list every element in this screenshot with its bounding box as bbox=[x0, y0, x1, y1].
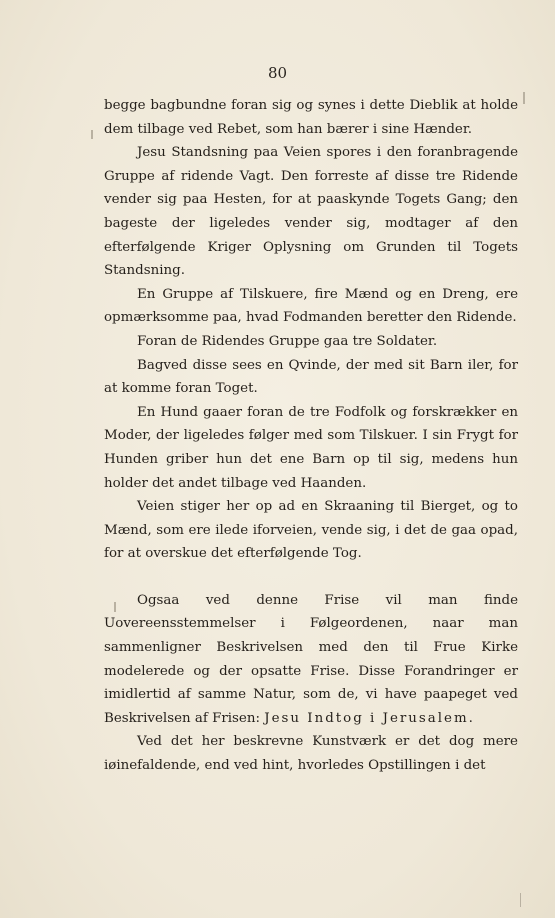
paragraph-5: Bagved disse sees en Qvinde, der med sit Barn iler, for at komme foran Toget. bbox=[104, 357, 518, 397]
paragraph-2: Jesu Standsning paa Veien spores i den foranbragende Gruppe af ridende Vagt. Den forreste af disse tre Ridende vender sig paa Hesten, for at paaskynde Togets Gang; den bageste der ligeledes vender sig, modtager af den efterfølgende Kriger Oplysning om Grunden til Togets Standsning. bbox=[104, 145, 518, 279]
paragraph-8-text: Ogsaa ved denne Frise vil man finde Uovereensstemmelser i Følgeordenen, naar man sammenligner Beskrivelsen med den til Frue Kirke modelerede og der opsatte Frise. Disse Forandringer er imidlertid af samme Natur, som de, vi have paapeget ved Beskrivelsen af Frisen: bbox=[104, 592, 518, 726]
paragraph-8 bbox=[104, 589, 518, 731]
margin-mark bbox=[114, 602, 116, 612]
paragraph-6: En Hund gaaer foran de tre Fodfolk og forskrækker en Moder, der ligeledes følger med som Tilskuer. I sin Frygt for Hunden griber hun det ene Barn op til sig, medens hun holder det andet tilbage ved Haanden. bbox=[104, 404, 518, 491]
paragraph-7: Veien stiger her op ad en Skraaning til Bierget, og to Mænd, som ere ilede iforveien, vende sig, i det de gaa opad, for at overskue det efterfølgende Tog. bbox=[104, 499, 518, 562]
page-number: 80 bbox=[267, 64, 288, 82]
paragraph-1: begge bagbundne foran sig og synes i dette Dieblik at holde dem tilbage ved Rebet, som han bærer i sine Hænder. bbox=[104, 98, 518, 137]
paragraph-9: Ved det her beskrevne Kunstværk er det dog mere iøinefaldende, end ved hint, hvorledes Opstillingen i det bbox=[104, 734, 518, 774]
paragraph-8-tail: . bbox=[468, 710, 473, 726]
frieze-title: Jesu Indtog i Jerusalem bbox=[264, 710, 469, 726]
margin-mark bbox=[91, 130, 93, 139]
body-text bbox=[104, 94, 518, 778]
paragraph-4: Foran de Ridendes Gruppe gaa tre Soldater. bbox=[137, 333, 438, 349]
margin-mark bbox=[523, 92, 525, 104]
paragraph-3: En Gruppe af Tilskuere, fire Mænd og en Dreng, ere opmærksomme paa, hvad Fodmanden beretter den Ridende. bbox=[104, 286, 518, 326]
margin-mark bbox=[520, 893, 521, 907]
